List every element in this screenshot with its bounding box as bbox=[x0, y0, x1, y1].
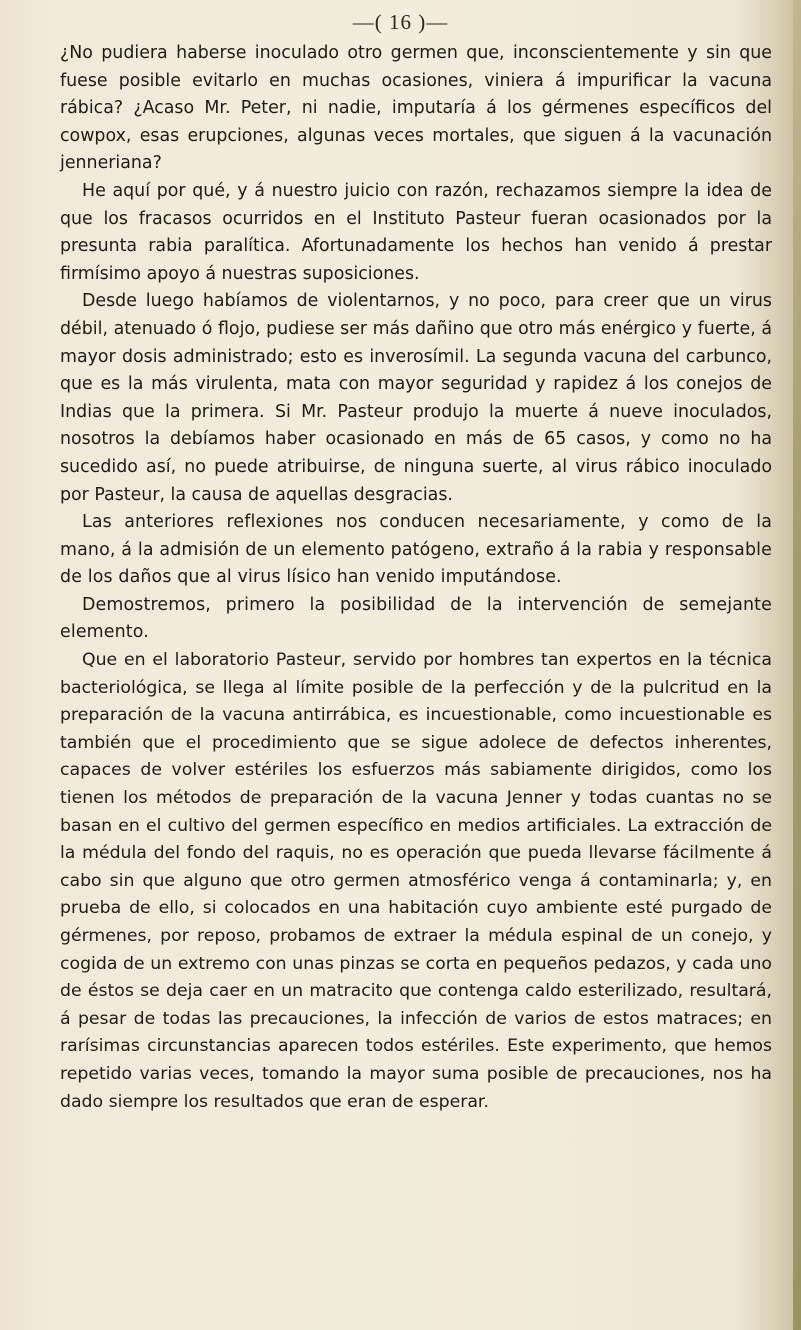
page-edge-shadow bbox=[793, 0, 801, 1330]
paragraph-2: He aquí por qué, y á nuestro juicio con razón, rechazamos siempre la idea de que los fracasos ocurridos en el Instituto Pasteur fueran ocasionados por la presunta rabia paralítica. Afortunadamente los hechos han venido á prestar firmísimo apoyo á nuestras suposiciones. bbox=[60, 180, 772, 284]
page-number: —( 16 )— bbox=[352, 10, 449, 34]
paragraph-5: Demostremos, primero la posibilidad de la intervención de semejante elemento. bbox=[60, 594, 772, 643]
paragraph-4: Las anteriores reflexiones nos conducen necesariamente, y como de la mano, á la admisión de un elemento patógeno, extraño á la rabia y responsable de los daños que al virus lísico han venido imputándose. bbox=[60, 512, 772, 588]
paragraph-6: Que en el laboratorio Pasteur, servido por hombres tan expertos en la técnica bacteriológica, se llega al límite posible de la perfección y de la pulcritud en la preparación de la vacuna antirrábica, es incuestionable, como incuestionable es también que el procedimiento que se sigue adolece de defectos inherentes, capaces de volver estériles los esfuerzos más sabiamente dirigidos, como los tienen los métodos de preparación de la vacuna Jenner y todas cuantas no se basan en el cultivo del germen específico en medios artificiales. La extracción de la médula del fondo del raquis, no es operación que pueda llevarse fácilmente á cabo sin que alguno que otro germen atmosférico venga á contaminarla; y, en prueba de ello, si colocados en una habitación cuyo ambiente esté purgado de gérmenes, por reposo, probamos de extraer la médula espinal de un conejo, y cogida de un extremo con unas pinzas se corta en pequeños pedazos, y cada uno de éstos se deja caer en un matracito que contenga caldo esterilizado, resultará, á pesar de todas las precauciones, la infección de varios de estos matraces; en rarísimas circunstancias aparecen todos estériles. Este experimento, que hemos repetido varias veces, tomando la mayor suma posible de precauciones, nos ha dado siempre los resultados que eran de esperar. bbox=[60, 650, 772, 1112]
body-text bbox=[60, 40, 772, 1116]
paragraph-3: Desde luego habíamos de violentarnos, y no poco, para creer que un virus débil, atenuado ó flojo, pudiese ser más dañino que otro más enérgico y fuerte, á mayor dosis administrado; esto es inverosímil. La segunda vacuna del carbunco, que es la más virulenta, mata con mayor seguridad y rapidez á los conejos de Indias que la primera. Si Mr. Pasteur produjo la muerte á nueve inoculados, nosotros la debíamos haber ocasionado en más de 65 casos, y como no ha sucedido así, no puede atribuirse, de ninguna suerte, al virus rábico inoculado por Pasteur, la causa de aquellas desgracias. bbox=[60, 291, 772, 505]
paragraph-1: ¿No pudiera haberse inoculado otro germen que, inconscientemente y sin que fuese posible evitarlo en muchas ocasiones, viniera á impurificar la vacuna rábica? ¿Acaso Mr. Peter, ni nadie, imputaría á los gérmenes específicos del cowpox, esas erupciones, algunas veces mortales, que siguen á la vacunación jenneriana? bbox=[60, 43, 772, 174]
